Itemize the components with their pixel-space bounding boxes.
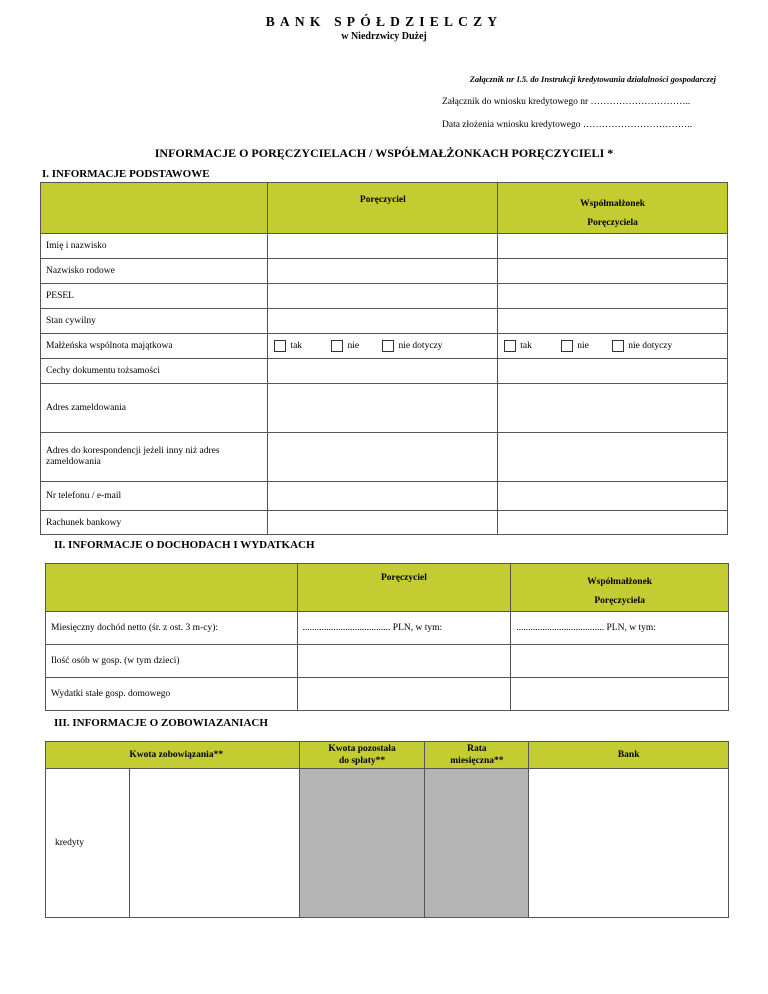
guarantor-pesel-field[interactable] (268, 284, 498, 309)
col-guarantor-header: Poręczyciel (297, 564, 511, 612)
credits-amount-field[interactable] (129, 769, 299, 918)
spouse-family-name-field[interactable] (498, 259, 728, 284)
col-spouse-header: Współmałżonek Poręczyciela (511, 564, 729, 612)
row-label: Nazwisko rodowe (41, 259, 268, 284)
guarantor-family-name-field[interactable] (268, 259, 498, 284)
annex-number-line: Załącznik do wniosku kredytowego nr ………………………….. (442, 97, 691, 107)
guarantor-property-options (268, 334, 498, 359)
credits-bank-field[interactable] (529, 769, 729, 918)
row-label: Miesięczny dochód netto (śr. z ost. 3 m-cy): (46, 612, 298, 645)
row-persons (46, 645, 729, 678)
basic-info-header-row (41, 183, 728, 234)
row-account (41, 511, 728, 535)
guarantor-na-option[interactable]: nie dotyczy (382, 340, 442, 352)
basic-info-table (40, 182, 728, 535)
row-label: Rachunek bankowy (41, 511, 268, 535)
spouse-no-option[interactable]: nie (561, 340, 612, 352)
section2-title: II. INFORMACJE O DOCHODACH I WYDATKACH (54, 539, 315, 551)
section3-title: III. INFORMACJE O ZOBOWIAZANIACH (54, 717, 268, 729)
row-label: kredyty (46, 769, 130, 918)
section1-title: I. INFORMACJE PODSTAWOWE (42, 168, 210, 180)
col-installment-header: Rata miesięczna** (425, 742, 529, 769)
row-label: Stan cywilny (41, 309, 268, 334)
header-empty-cell (46, 564, 298, 612)
spouse-expenses-field[interactable] (511, 678, 729, 711)
credits-remaining-field (299, 769, 425, 918)
row-label: Wydatki stałe gosp. domowego (46, 678, 298, 711)
row-label: Adres zameldowania (41, 384, 268, 433)
checkbox-icon[interactable] (504, 340, 516, 352)
row-property-regime (41, 334, 728, 359)
bank-name: BANK SPÓŁDZIELCZY (265, 14, 503, 29)
col-amount-header: Kwota zobowiązania** (129, 742, 299, 769)
income-header-row (46, 564, 729, 612)
annex-note: Załącznik nr I.5. do Instrukcji kredytowania działalności gospodarczej (469, 74, 716, 84)
row-address (41, 384, 728, 433)
row-label: PESEL (41, 284, 268, 309)
row-label: Imię i nazwisko (41, 234, 268, 259)
guarantor-name-field[interactable] (268, 234, 498, 259)
guarantor-persons-field[interactable] (297, 645, 511, 678)
bank-location: w Niedrzwicy Dużej (341, 31, 427, 42)
row-label: Ilość osób w gosp. (w tym dzieci) (46, 645, 298, 678)
row-pesel (41, 284, 728, 309)
checkbox-icon[interactable] (331, 340, 343, 352)
application-date-line: Data złożenia wniosku kredytowego …………………………….. (442, 120, 693, 130)
col-guarantor-header: Poręczyciel (268, 183, 498, 234)
guarantor-corr-address-field[interactable] (268, 433, 498, 482)
page-title: INFORMACJE O PORĘCZYCIELACH / WSPÓŁMAŁŻONKACH PORĘCZYCIELI * (154, 146, 614, 160)
row-family-name (41, 259, 728, 284)
spouse-phone-field[interactable] (498, 482, 728, 511)
spouse-address-field[interactable] (498, 384, 728, 433)
header-empty-cell (46, 742, 130, 769)
row-marital-status (41, 309, 728, 334)
spouse-marital-field[interactable] (498, 309, 728, 334)
row-credits (46, 769, 729, 918)
liabilities-header-row (46, 742, 729, 769)
spouse-yes-option[interactable]: tak (504, 340, 561, 352)
guarantor-marital-field[interactable] (268, 309, 498, 334)
row-label: Cechy dokumentu tożsamości (41, 359, 268, 384)
liabilities-table (45, 741, 729, 918)
row-income (46, 612, 729, 645)
col-remaining-header: Kwota pozostała do spłaty** (299, 742, 425, 769)
checkbox-icon[interactable] (274, 340, 286, 352)
spouse-name-field[interactable] (498, 234, 728, 259)
row-id-document (41, 359, 728, 384)
guarantor-income-field[interactable]: ..................................... PLN, w tym: (297, 612, 511, 645)
col-spouse-header: Współmałżonek Poręczyciela (498, 183, 728, 234)
credits-installment-field (425, 769, 529, 918)
row-phone (41, 482, 728, 511)
guarantor-id-field[interactable] (268, 359, 498, 384)
guarantor-yes-option[interactable]: tak (274, 340, 331, 352)
guarantor-phone-field[interactable] (268, 482, 498, 511)
spouse-property-options (498, 334, 728, 359)
checkbox-icon[interactable] (561, 340, 573, 352)
row-expenses (46, 678, 729, 711)
row-label: Adres do korespondencji jeżeli inny niż adres zameldowania (41, 433, 268, 482)
guarantor-expenses-field[interactable] (297, 678, 511, 711)
row-label: Małżeńska wspólnota majątkowa (41, 334, 268, 359)
guarantor-account-field[interactable] (268, 511, 498, 535)
checkbox-icon[interactable] (612, 340, 624, 352)
income-table (45, 563, 729, 711)
row-label: Nr telefonu / e-mail (41, 482, 268, 511)
guarantor-no-option[interactable]: nie (331, 340, 382, 352)
guarantor-address-field[interactable] (268, 384, 498, 433)
spouse-na-option[interactable]: nie dotyczy (612, 340, 672, 352)
checkbox-icon[interactable] (382, 340, 394, 352)
row-name (41, 234, 728, 259)
spouse-account-field[interactable] (498, 511, 728, 535)
col-bank-header: Bank (529, 742, 729, 769)
header-empty-cell (41, 183, 268, 234)
spouse-pesel-field[interactable] (498, 284, 728, 309)
spouse-id-field[interactable] (498, 359, 728, 384)
spouse-corr-address-field[interactable] (498, 433, 728, 482)
spouse-persons-field[interactable] (511, 645, 729, 678)
row-corr-address (41, 433, 728, 482)
spouse-income-field[interactable]: ..................................... PLN, w tym: (511, 612, 729, 645)
